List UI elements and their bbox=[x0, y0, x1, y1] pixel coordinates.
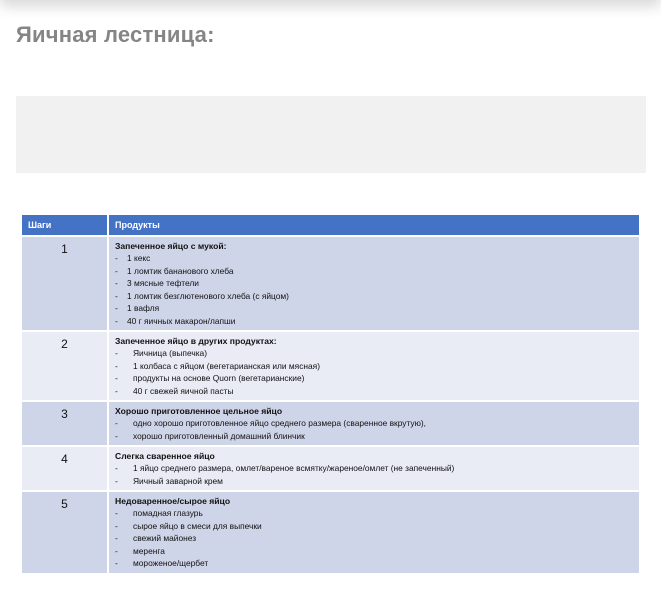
table-row bbox=[22, 401, 639, 446]
step-number: 3 bbox=[22, 401, 108, 446]
list-item: - хорошо приготовленный домашний блинчик bbox=[115, 430, 305, 441]
page-heading: Яичная лестница: bbox=[16, 22, 215, 47]
products-title: Запеченное яйцо с мукой: bbox=[115, 241, 227, 251]
products-cell bbox=[108, 401, 639, 446]
table-row bbox=[22, 331, 639, 401]
header-products: Продукты bbox=[108, 215, 639, 236]
table-row bbox=[22, 446, 639, 491]
egg-ladder-table bbox=[22, 215, 639, 573]
table-row bbox=[22, 236, 639, 331]
list-item: - Яичный заварной крем bbox=[115, 475, 223, 486]
products-title: Недоваренное/сырое яйцо bbox=[115, 496, 231, 506]
list-item: - Яичница (выпечка) bbox=[115, 348, 208, 358]
step-number: 2 bbox=[22, 331, 108, 401]
step-number: 1 bbox=[22, 236, 108, 331]
products-title: Хорошо приготовленное цельное яйцо bbox=[115, 406, 283, 416]
products-cell bbox=[108, 491, 639, 573]
list-item: - 40 г яичных макарон/лапши bbox=[115, 315, 236, 326]
products-list bbox=[115, 417, 633, 442]
list-item: - меренга bbox=[115, 545, 165, 556]
list-item: - 1 вафля bbox=[115, 303, 160, 313]
list-item: - продукты на основе Quorn (вегетарианские) bbox=[115, 373, 305, 383]
products-cell bbox=[108, 331, 639, 401]
list-item: - свежий майонез bbox=[115, 533, 197, 543]
products-cell bbox=[108, 446, 639, 491]
list-item: - сырое яйцо в смеси для выпечки bbox=[115, 520, 262, 531]
list-item: - 1 ломтик безглютенового хлеба (с яйцом) bbox=[115, 290, 289, 301]
placeholder-block bbox=[16, 96, 646, 173]
header-steps: Шаги bbox=[22, 215, 108, 236]
products-title: Слегка сваренное яйцо bbox=[115, 451, 215, 461]
table-header-row bbox=[22, 215, 639, 236]
table-row bbox=[22, 491, 639, 573]
list-item: - 40 г свежей яичной пасты bbox=[115, 385, 234, 396]
list-item: - 1 кекс bbox=[115, 253, 151, 263]
products-title: Запеченное яйцо в других продуктах: bbox=[115, 336, 277, 346]
list-item: - 1 колбаса с яйцом (вегетарианская или мясная) bbox=[115, 360, 320, 371]
list-item: - одно хорошо приготовленное яйцо среднего размера (сваренное вкрутую), bbox=[115, 418, 426, 428]
products-list bbox=[115, 462, 633, 487]
list-item: - 1 яйцо среднего размера, омлет/вареное всмятку/жареное/омлет (не запеченный) bbox=[115, 463, 455, 473]
products-cell bbox=[108, 236, 639, 331]
list-item: - 3 мясные тефтели bbox=[115, 278, 199, 288]
list-item: - помадная глазурь bbox=[115, 508, 203, 518]
step-number: 4 bbox=[22, 446, 108, 491]
step-number: 5 bbox=[22, 491, 108, 573]
list-item: - 1 ломтик бананового хлеба bbox=[115, 265, 234, 276]
products-list bbox=[115, 252, 633, 327]
list-item: - мороженое/щербет bbox=[115, 558, 209, 568]
products-list bbox=[115, 347, 633, 397]
products-list bbox=[115, 507, 633, 570]
